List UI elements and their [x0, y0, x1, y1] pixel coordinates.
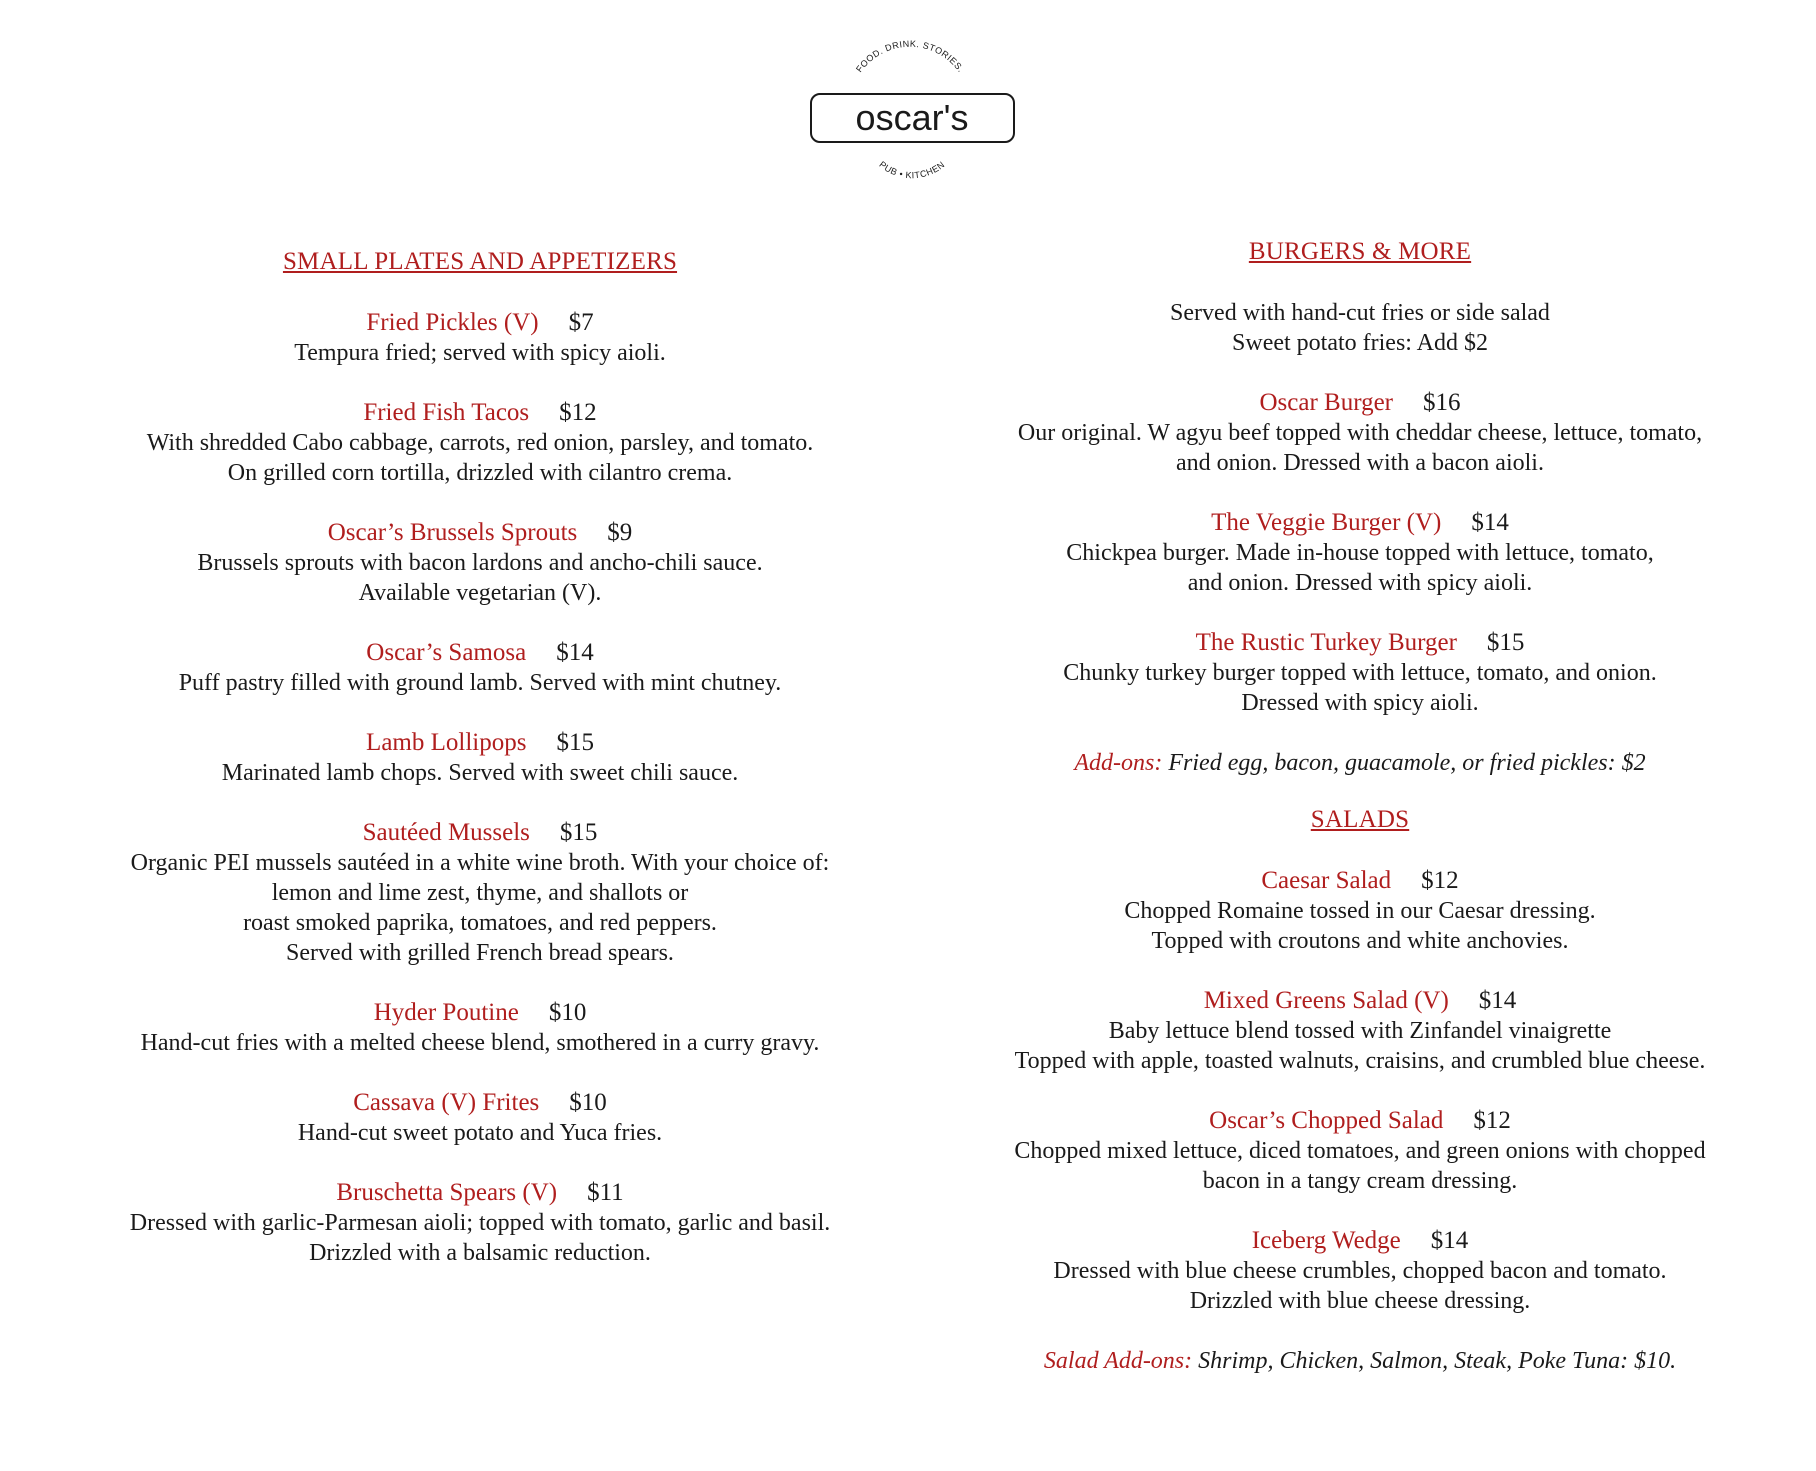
menu-item [90, 998, 870, 1058]
menu-item-description: Hand-cut fries with a melted cheese blend, smothered in a curry gravy. [140, 1030, 820, 1056]
menu-item-name: Oscar’s Brussels Sprouts [327, 519, 578, 546]
burgers-addons-label: Add-ons: [1074, 750, 1163, 776]
menu-item [975, 1226, 1745, 1316]
menu-item-description: Hand-cut sweet potato and Yuca fries. [297, 1120, 663, 1146]
menu-item-header [90, 818, 870, 848]
menu-item-price: $14 [1478, 987, 1517, 1014]
burgers-list [975, 388, 1745, 748]
logo-top-text: FOOD. DRINK. STORIES. [853, 38, 967, 75]
menu-item-description: Chopped Romaine tossed in our Caesar dressing. Topped with croutons and white anchovies. [1124, 898, 1596, 954]
menu-item-header [90, 1088, 870, 1118]
menu-item-description: Organic PEI mussels sautéed in a white wine broth. With your choice of: lemon and lime zest, thyme, and shallots or roast smoked paprika, tomatoes, and red peppers. Served with grilled French bread spears. [130, 850, 830, 966]
salads-list [975, 866, 1745, 1346]
logo-name: oscar's [855, 97, 969, 138]
menu-item-description: Dressed with garlic-Parmesan aioli; topped with tomato, garlic and basil. Drizzled with a balsamic reduction. [129, 1210, 831, 1266]
menu-item-price: $12 [1421, 867, 1459, 894]
menu-item-name: Mixed Greens Salad (V) [1203, 987, 1449, 1014]
menu-item-description: Tempura fried; served with spicy aioli. [294, 340, 666, 366]
menu-item [975, 986, 1745, 1076]
menu-item-header [975, 508, 1745, 538]
menu-item-price: $12 [1473, 1107, 1511, 1134]
salads-addons-text: Shrimp, Chicken, Salmon, Steak, Poke Tuna: $10. [1192, 1348, 1677, 1374]
menu-item-price: $11 [587, 1179, 624, 1206]
menu-item-price: $10 [569, 1089, 607, 1116]
menu-item-header [90, 638, 870, 668]
logo-bottom-text: PUB • KITCHEN [877, 159, 947, 181]
menu-item-price: $9 [607, 519, 633, 546]
menu-item [975, 628, 1745, 718]
menu-item [90, 1178, 870, 1268]
menu-item [975, 1106, 1745, 1196]
burgers-addons-text: Fried egg, bacon, guacamole, or fried pickles: $2 [1162, 750, 1646, 776]
menu-item-header [975, 1226, 1745, 1256]
appetizers-list [90, 308, 870, 1298]
menu-item-name: The Veggie Burger (V) [1211, 509, 1442, 536]
menu-item-description: Chopped mixed lettuce, diced tomatoes, and green onions with chopped bacon in a tangy cream dressing. [1014, 1138, 1706, 1194]
menu-item-header [90, 518, 870, 548]
menu-item-header [90, 308, 870, 338]
menu-item-description: With shredded Cabo cabbage, carrots, red onion, parsley, and tomato. On grilled corn tortilla, drizzled with cilantro crema. [146, 430, 814, 486]
menu-item-name: Oscar’s Samosa [366, 639, 527, 666]
menu-item-description: Brussels sprouts with bacon lardons and ancho-chili sauce. Available vegetarian (V). [197, 550, 763, 606]
menu-item-name: The Rustic Turkey Burger [1195, 629, 1457, 656]
oscars-logo [805, 38, 1020, 181]
appetizers-section-title: SMALL PLATES AND APPETIZERS [282, 248, 678, 275]
menu-item-price: $12 [559, 399, 597, 426]
menu-item-price: $14 [1471, 509, 1509, 536]
burgers-addons-note [975, 748, 1745, 778]
menu-item-price: $15 [559, 819, 598, 846]
menu-item-price: $14 [1430, 1227, 1469, 1254]
menu-item-name: Oscar Burger [1259, 389, 1394, 416]
menu-item-name: Bruschetta Spears (V) [336, 1179, 558, 1206]
menu-item-description: Chunky turkey burger topped with lettuce, tomato, and onion. Dressed with spicy aioli. [1063, 660, 1657, 716]
burgers-intro: Served with hand-cut fries or side salad Sweet potato fries: Add $2 [1170, 300, 1550, 356]
menu-item-price: $7 [568, 309, 594, 336]
menu-item-name: Sautéed Mussels [362, 819, 530, 846]
menu-item-header [975, 1106, 1745, 1136]
menu-item-price: $10 [548, 999, 587, 1026]
menu-item [90, 518, 870, 608]
menu-item [975, 508, 1745, 598]
menu-item-name: Cassava (V) Frites [353, 1089, 540, 1116]
menu-item [90, 398, 870, 488]
menu-item-price: $16 [1423, 389, 1461, 416]
menu-item-price: $15 [556, 729, 594, 756]
salads-addons-label: Salad Add-ons: [1043, 1348, 1193, 1374]
menu-item-header [975, 628, 1745, 658]
menu-item-header [975, 866, 1745, 896]
menu-item [90, 728, 870, 788]
logo-graphic [805, 38, 1020, 181]
menu-item-name: Hyder Poutine [373, 999, 519, 1026]
menu-item-header [90, 398, 870, 428]
menu-item [90, 308, 870, 368]
menu-item-description: Dressed with blue cheese crumbles, chopped bacon and tomato. Drizzled with blue cheese dressing. [1053, 1258, 1667, 1314]
right-column [975, 232, 1745, 1376]
menu-item-description: Puff pastry filled with ground lamb. Served with mint chutney. [178, 670, 782, 696]
menu-item-name: Fried Pickles (V) [366, 309, 539, 336]
menu-item-name: Fried Fish Tacos [363, 399, 530, 426]
menu-item-description: Baby lettuce blend tossed with Zinfandel vinaigrette Topped with apple, toasted walnuts, craisins, and crumbled blue cheese. [1014, 1018, 1706, 1074]
menu-item-header [90, 728, 870, 758]
salads-addons-note [975, 1346, 1745, 1376]
menu-item-price: $14 [556, 639, 594, 666]
menu-item-name: Lamb Lollipops [366, 729, 527, 756]
menu-item-name: Iceberg Wedge [1251, 1227, 1401, 1254]
menu-item-name: Caesar Salad [1261, 867, 1392, 894]
menu-item-description: Our original. W agyu beef topped with cheddar cheese, lettuce, tomato, and onion. Dressed with a bacon aioli. [1017, 420, 1703, 476]
salads-section-title: SALADS [1310, 806, 1410, 833]
menu-item-description: Chickpea burger. Made in-house topped with lettuce, tomato, and onion. Dressed with spicy aioli. [1066, 540, 1654, 596]
menu-item-price: $15 [1486, 629, 1525, 656]
burgers-section-title: BURGERS & MORE [1248, 238, 1472, 265]
menu-item [90, 638, 870, 698]
menu-item [975, 866, 1745, 956]
appetizers-column [90, 242, 870, 1298]
menu-item [90, 1088, 870, 1148]
menu-item [975, 388, 1745, 478]
menu-item-header [90, 998, 870, 1028]
menu-item-description: Marinated lamb chops. Served with sweet chili sauce. [221, 760, 739, 786]
menu-item [90, 818, 870, 968]
menu-item-header [975, 388, 1745, 418]
menu-item-name: Oscar’s Chopped Salad [1209, 1107, 1444, 1134]
menu-item-header [975, 986, 1745, 1016]
menu-item-header [90, 1178, 870, 1208]
